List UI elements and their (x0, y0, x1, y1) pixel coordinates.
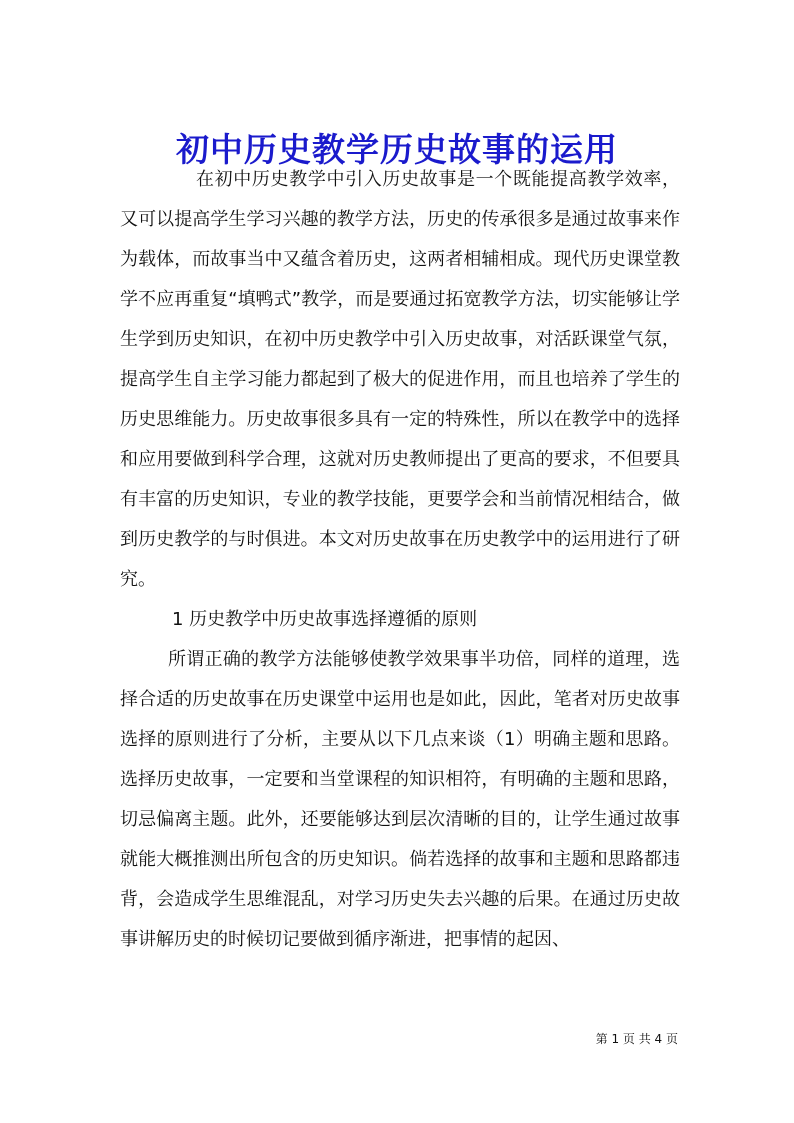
page-number-footer: 第 1 页 共 4 页 (595, 1032, 678, 1046)
document-title: 初中历史教学历史故事的运用 (176, 130, 618, 170)
intro-paragraph: 在初中历史教学中引入历史故事是一个既能提高教学效率，又可以提高学生学习兴趣的教学方法，历史的传承很多是通过故事来作为载体，而故事当中又蕴含着历史，这两者相辅相成。现代历史课堂教学不应再重复“填鸭式”教学，而是要通过拓宽教学方法，切实能够让学生学到历史知识，在初中历史教学中引入历史故事，对活跃课堂气氛，提高学生自主学习能力都起到了极大的促进作用，而且也培养了学生的历史思维能力。历史故事很多具有一定的特殊性，所以在教学中的选择和应用要做到科学合理，这就对历史教师提出了更高的要求，不但要具有丰富的历史知识，专业的教学技能，更要学会和当前情况相结合，做到历史教学的与时俱进。本文对历史故事在历史教学中的运用进行了研究。 (120, 169, 680, 590)
document-body (120, 160, 680, 960)
section-paragraph: 所谓正确的教学方法能够使教学效果事半功倍，同样的道理，选择合适的历史故事在历史课堂中运用也是如此，因此，笔者对历史故事选择的原则进行了分析，主要从以下几点来谈（1）明确主题和思路。选择历史故事，一定要和当堂课程的知识相符，有明确的主题和思路，切忌偏离主题。此外，还要能够达到层次清晰的目的，让学生通过故事就能大概推测出所包含的历史知识。倘若选择的故事和主题和思路都违背，会造成学生思维混乱，对学习历史失去兴趣的后果。在通过历史故事讲解历史的时候切记要做到循序渐进，把事情的起因、 (120, 649, 680, 950)
section-heading: 1 历史教学中历史故事选择遵循的原则 (172, 609, 478, 630)
